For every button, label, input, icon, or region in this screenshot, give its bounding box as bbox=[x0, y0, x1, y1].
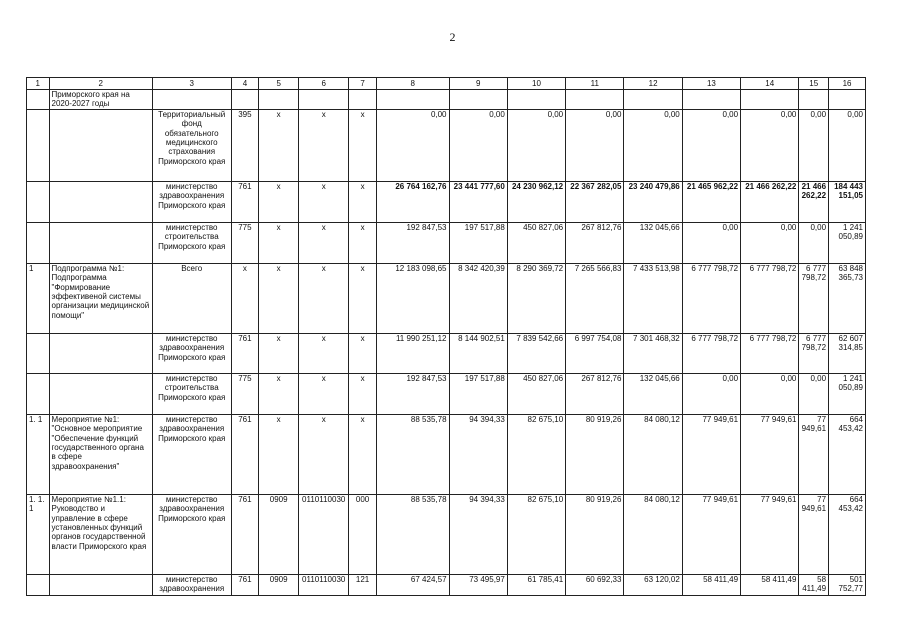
table-cell-col-7: x bbox=[349, 373, 377, 414]
table-cell-col-14: 21 466 262,22 bbox=[741, 181, 799, 222]
table-row bbox=[27, 181, 866, 222]
table-cell-col-12: 23 240 479,86 bbox=[624, 181, 682, 222]
table-cell-col-10: 61 785,41 bbox=[507, 574, 565, 595]
table-cell-col-2 bbox=[49, 574, 152, 595]
table-cell-col-10: 450 827,06 bbox=[507, 222, 565, 263]
column-number-7: 7 bbox=[349, 78, 377, 90]
table-cell-col-15: 6 777 798,72 bbox=[799, 333, 829, 373]
column-number-16: 16 bbox=[829, 78, 866, 90]
table-body bbox=[27, 78, 866, 596]
table-cell-col-14: 0,00 bbox=[741, 109, 799, 181]
table-cell-col-2: Приморского края на 2020-2027 годы bbox=[49, 90, 152, 110]
table-cell-col-14: 77 949,61 bbox=[741, 414, 799, 494]
table-cell-col-5: 0909 bbox=[259, 574, 299, 595]
table-cell-col-13: 77 949,61 bbox=[682, 494, 740, 574]
table-cell-col-13: 21 465 962,22 bbox=[682, 181, 740, 222]
table-cell-col-13: 77 949,61 bbox=[682, 414, 740, 494]
table-cell-col-6: 0110110030 bbox=[299, 494, 349, 574]
table-cell-col-15: 6 777 798,72 bbox=[799, 263, 829, 333]
table-cell-col-15: 58 411,49 bbox=[799, 574, 829, 595]
budget-table bbox=[26, 77, 866, 596]
table-cell-col-11: 6 997 754,08 bbox=[566, 333, 624, 373]
table-cell-col-3: министерство строительства Приморского края bbox=[152, 222, 231, 263]
table-cell-col-2: Подпрограмма №1: Подпрограмма "Формирование эффективеной системы организации медицинской помощи" bbox=[49, 263, 152, 333]
table-cell-col-13: 0,00 bbox=[682, 222, 740, 263]
table-cell-col-4 bbox=[231, 90, 259, 110]
table-cell-col-15 bbox=[799, 90, 829, 110]
table-cell-col-5: x bbox=[259, 333, 299, 373]
table-cell-col-11: 267 812,76 bbox=[566, 373, 624, 414]
table-row bbox=[27, 222, 866, 263]
table-cell-col-15: 21 466 262,22 bbox=[799, 181, 829, 222]
table-cell-col-16: 0,00 bbox=[829, 109, 866, 181]
table-cell-col-8: 88 535,78 bbox=[376, 414, 449, 494]
table-cell-col-12: 7 301 468,32 bbox=[624, 333, 682, 373]
table-row bbox=[27, 373, 866, 414]
table-cell-col-4: 761 bbox=[231, 494, 259, 574]
column-number-6: 6 bbox=[299, 78, 349, 90]
table-cell-col-3 bbox=[152, 90, 231, 110]
table-cell-col-16: 184 443 151,05 bbox=[829, 181, 866, 222]
page-number: 2 bbox=[449, 30, 456, 44]
table-cell-col-10: 82 675,10 bbox=[507, 494, 565, 574]
table-cell-col-2 bbox=[49, 373, 152, 414]
table-cell-col-8: 12 183 098,65 bbox=[376, 263, 449, 333]
column-number-14: 14 bbox=[741, 78, 799, 90]
table-row bbox=[27, 333, 866, 373]
table-cell-col-8: 67 424,57 bbox=[376, 574, 449, 595]
table-cell-col-4: 761 bbox=[231, 574, 259, 595]
table-cell-col-1 bbox=[27, 373, 50, 414]
table-cell-col-9: 8 342 420,39 bbox=[449, 263, 507, 333]
table-cell-col-12: 0,00 bbox=[624, 109, 682, 181]
table-cell-col-9: 23 441 777,60 bbox=[449, 181, 507, 222]
table-cell-col-12: 7 433 513,98 bbox=[624, 263, 682, 333]
table-cell-col-11: 22 367 282,05 bbox=[566, 181, 624, 222]
table-cell-col-4: 775 bbox=[231, 222, 259, 263]
table-cell-col-9: 73 495,97 bbox=[449, 574, 507, 595]
table-cell-col-9: 94 394,33 bbox=[449, 494, 507, 574]
table-cell-col-3: министерство здравоохранения Приморского края bbox=[152, 494, 231, 574]
table-cell-col-7: x bbox=[349, 222, 377, 263]
table-cell-col-4: 761 bbox=[231, 414, 259, 494]
table-cell-col-11 bbox=[566, 90, 624, 110]
column-number-10: 10 bbox=[507, 78, 565, 90]
table-cell-col-10: 8 290 369,72 bbox=[507, 263, 565, 333]
table-cell-col-6: x bbox=[299, 109, 349, 181]
column-number-13: 13 bbox=[682, 78, 740, 90]
table-cell-col-11: 0,00 bbox=[566, 109, 624, 181]
table-cell-col-5: 0909 bbox=[259, 494, 299, 574]
table-cell-col-6: x bbox=[299, 222, 349, 263]
table-cell-col-9: 94 394,33 bbox=[449, 414, 507, 494]
table-cell-col-5: x bbox=[259, 414, 299, 494]
table-cell-col-11: 267 812,76 bbox=[566, 222, 624, 263]
table-cell-col-13: 0,00 bbox=[682, 373, 740, 414]
table-cell-col-5: x bbox=[259, 181, 299, 222]
table-cell-col-12: 84 080,12 bbox=[624, 494, 682, 574]
column-number-9: 9 bbox=[449, 78, 507, 90]
table-cell-col-2 bbox=[49, 109, 152, 181]
column-number-1: 1 bbox=[27, 78, 50, 90]
column-number-15: 15 bbox=[799, 78, 829, 90]
table-cell-col-7 bbox=[349, 90, 377, 110]
table-cell-col-1 bbox=[27, 109, 50, 181]
table-cell-col-13: 0,00 bbox=[682, 109, 740, 181]
table-cell-col-6: x bbox=[299, 263, 349, 333]
table-cell-col-4: x bbox=[231, 263, 259, 333]
table-cell-col-16: 62 607 314,85 bbox=[829, 333, 866, 373]
table-cell-col-15: 77 949,61 bbox=[799, 494, 829, 574]
table-cell-col-7: x bbox=[349, 263, 377, 333]
table-cell-col-1: 1 bbox=[27, 263, 50, 333]
table-cell-col-16: 664 453,42 bbox=[829, 494, 866, 574]
table-cell-col-10: 0,00 bbox=[507, 109, 565, 181]
table-cell-col-10: 82 675,10 bbox=[507, 414, 565, 494]
table-cell-col-16 bbox=[829, 90, 866, 110]
table-cell-col-2 bbox=[49, 181, 152, 222]
table-row bbox=[27, 574, 866, 595]
table-cell-col-6 bbox=[299, 90, 349, 110]
table-cell-col-5: x bbox=[259, 109, 299, 181]
table-cell-col-11: 80 919,26 bbox=[566, 414, 624, 494]
table-cell-col-6: 0110110030 bbox=[299, 574, 349, 595]
table-cell-col-5: x bbox=[259, 222, 299, 263]
table-cell-col-12: 132 045,66 bbox=[624, 222, 682, 263]
table-cell-col-2: Мероприятие №1.1: Руководство и управление в сфере установленных функций органов государственной власти Приморского края bbox=[49, 494, 152, 574]
table-cell-col-6: x bbox=[299, 373, 349, 414]
table-cell-col-8: 192 847,53 bbox=[376, 373, 449, 414]
table-cell-col-1 bbox=[27, 222, 50, 263]
table-cell-col-4: 761 bbox=[231, 181, 259, 222]
table-cell-col-3: Всего bbox=[152, 263, 231, 333]
table-cell-col-1: 1. 1 bbox=[27, 414, 50, 494]
table-cell-col-4: 395 bbox=[231, 109, 259, 181]
table-cell-col-1: 1. 1. 1 bbox=[27, 494, 50, 574]
table-cell-col-13: 58 411,49 bbox=[682, 574, 740, 595]
table-cell-col-1 bbox=[27, 333, 50, 373]
table-cell-col-14 bbox=[741, 90, 799, 110]
column-number-12: 12 bbox=[624, 78, 682, 90]
table-cell-col-7: 121 bbox=[349, 574, 377, 595]
table-cell-col-11: 80 919,26 bbox=[566, 494, 624, 574]
table-cell-col-16: 63 848 365,73 bbox=[829, 263, 866, 333]
table-cell-col-16: 1 241 050,89 bbox=[829, 222, 866, 263]
table-cell-col-8: 11 990 251,12 bbox=[376, 333, 449, 373]
table-cell-col-7: x bbox=[349, 181, 377, 222]
table-cell-col-2 bbox=[49, 333, 152, 373]
table-cell-col-11: 60 692,33 bbox=[566, 574, 624, 595]
table-cell-col-2 bbox=[49, 222, 152, 263]
table-cell-col-6: x bbox=[299, 181, 349, 222]
table-cell-col-10: 450 827,06 bbox=[507, 373, 565, 414]
table-cell-col-7: x bbox=[349, 333, 377, 373]
table-cell-col-12: 132 045,66 bbox=[624, 373, 682, 414]
table-cell-col-14: 6 777 798,72 bbox=[741, 333, 799, 373]
table-cell-col-15: 77 949,61 bbox=[799, 414, 829, 494]
table-cell-col-4: 775 bbox=[231, 373, 259, 414]
table-cell-col-9: 197 517,88 bbox=[449, 222, 507, 263]
table-cell-col-12: 63 120,02 bbox=[624, 574, 682, 595]
table-cell-col-8: 0,00 bbox=[376, 109, 449, 181]
table-cell-col-13: 6 777 798,72 bbox=[682, 263, 740, 333]
table-cell-col-4: 761 bbox=[231, 333, 259, 373]
table-cell-col-10: 24 230 962,12 bbox=[507, 181, 565, 222]
table-cell-col-7: x bbox=[349, 109, 377, 181]
table-cell-col-1 bbox=[27, 574, 50, 595]
column-number-8: 8 bbox=[376, 78, 449, 90]
table-cell-col-8: 88 535,78 bbox=[376, 494, 449, 574]
table-cell-col-16: 1 241 050,89 bbox=[829, 373, 866, 414]
table-cell-col-13: 6 777 798,72 bbox=[682, 333, 740, 373]
table-cell-col-2: Мероприятие №1: "Основное мероприятие "Обеспечение функций государственного органа в сфере здравоохранения" bbox=[49, 414, 152, 494]
table-cell-col-12: 84 080,12 bbox=[624, 414, 682, 494]
table-cell-col-10 bbox=[507, 90, 565, 110]
table-row bbox=[27, 109, 866, 181]
table-cell-col-6: x bbox=[299, 414, 349, 494]
table-row bbox=[27, 494, 866, 574]
table-cell-col-16: 501 752,77 bbox=[829, 574, 866, 595]
table-cell-col-5: x bbox=[259, 263, 299, 333]
table-cell-col-5: x bbox=[259, 373, 299, 414]
table-cell-col-10: 7 839 542,66 bbox=[507, 333, 565, 373]
table-cell-col-14: 58 411,49 bbox=[741, 574, 799, 595]
table-cell-col-9: 8 144 902,51 bbox=[449, 333, 507, 373]
table-row bbox=[27, 90, 866, 110]
table-row bbox=[27, 414, 866, 494]
table-cell-col-3: министерство здравоохранения Приморского края bbox=[152, 333, 231, 373]
column-number-2: 2 bbox=[49, 78, 152, 90]
table-cell-col-9: 197 517,88 bbox=[449, 373, 507, 414]
table-cell-col-15: 0,00 bbox=[799, 222, 829, 263]
table-cell-col-16: 664 453,42 bbox=[829, 414, 866, 494]
table-cell-col-8 bbox=[376, 90, 449, 110]
table-cell-col-3: министерство строительства Приморского края bbox=[152, 373, 231, 414]
column-number-row bbox=[27, 78, 866, 90]
column-number-5: 5 bbox=[259, 78, 299, 90]
table-cell-col-7: 000 bbox=[349, 494, 377, 574]
column-number-11: 11 bbox=[566, 78, 624, 90]
column-number-4: 4 bbox=[231, 78, 259, 90]
table-cell-col-8: 26 764 162,76 bbox=[376, 181, 449, 222]
table-row bbox=[27, 263, 866, 333]
table-cell-col-14: 6 777 798,72 bbox=[741, 263, 799, 333]
table-cell-col-1 bbox=[27, 181, 50, 222]
table-cell-col-9: 0,00 bbox=[449, 109, 507, 181]
table-cell-col-11: 7 265 566,83 bbox=[566, 263, 624, 333]
table-cell-col-8: 192 847,53 bbox=[376, 222, 449, 263]
table-cell-col-12 bbox=[624, 90, 682, 110]
table-cell-col-7: x bbox=[349, 414, 377, 494]
table-cell-col-15: 0,00 bbox=[799, 109, 829, 181]
table-cell-col-3: Территориальный фонд обязательного медицинского страхования Приморского края bbox=[152, 109, 231, 181]
table-cell-col-5 bbox=[259, 90, 299, 110]
table-cell-col-15: 0,00 bbox=[799, 373, 829, 414]
table-cell-col-14: 0,00 bbox=[741, 222, 799, 263]
table-cell-col-14: 0,00 bbox=[741, 373, 799, 414]
column-number-3: 3 bbox=[152, 78, 231, 90]
table-cell-col-14: 77 949,61 bbox=[741, 494, 799, 574]
table-cell-col-3: министерство здравоохранения bbox=[152, 574, 231, 595]
table-cell-col-13 bbox=[682, 90, 740, 110]
table-cell-col-3: министерство здравоохранения Приморского края bbox=[152, 181, 231, 222]
table-cell-col-1 bbox=[27, 90, 50, 110]
table-cell-col-6: x bbox=[299, 333, 349, 373]
table-cell-col-9 bbox=[449, 90, 507, 110]
table-cell-col-3: министерство здравоохранения Приморского края bbox=[152, 414, 231, 494]
